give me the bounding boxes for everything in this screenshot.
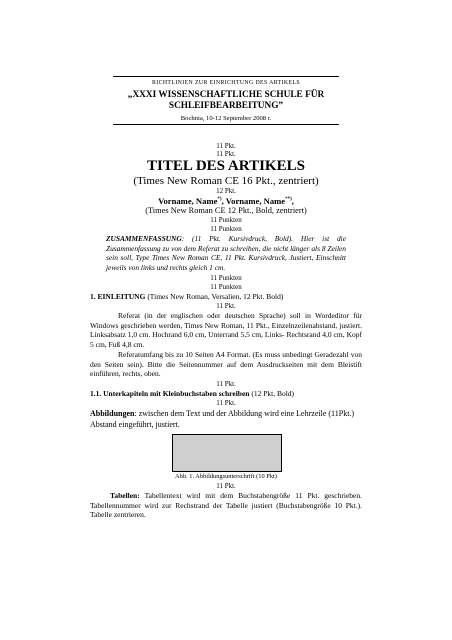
abstract-text: : (11 Pkt. Kursivdruck, Bold). Hier ist die Zusammenfassung zu von dem Referat zu schreiben, die nicht länger als 8 Zeilen sein soll, Type Times New Roman CE, 11 Pkt. Kursivdruck, Justiert, Einschnitt jeweils von links und rechts gleich 1 cm. — [106, 234, 346, 272]
abstract — [106, 234, 346, 272]
author-affiliation-mark: **) — [285, 197, 292, 202]
spacing-note: 11 Pkt. — [216, 482, 236, 490]
header-place-date: Bochnia, 10-12 September 2008 r. — [180, 115, 272, 122]
spacing-note: 11 Punkten — [210, 274, 242, 282]
spacing-note: 11 Punkten — [210, 216, 242, 224]
article-title-note: (Times New Roman CE 16 Pkt., zentriert) — [133, 175, 319, 187]
authors-line — [60, 195, 392, 206]
figure-placeholder — [172, 434, 282, 472]
author-name: Vorname, Name — [225, 195, 286, 206]
page-header — [113, 76, 339, 125]
spacing-note: 11 Punkten — [210, 283, 242, 291]
header-bottom-rule — [113, 124, 339, 125]
subsection-heading-text: 1.1. Unterkapiteln mit Kleinbuchstaben schreiben — [90, 389, 250, 398]
subsection-heading — [90, 389, 362, 399]
body-paragraph: Referat (in der englischen oder deutschen Sprache) soll in Wordeditor für Windows geschrieben werden, Times New Roman, 11 Pkt., Einzelnzeilenabstand, justiert. Linksabsatz 1,0 cm. Hochrand 6,0 cm, Unterrand 5,5 cm, Links- Rechtsrand 4,0 cm, Kopf 5 cm, Fuß 4,8 cm. — [90, 311, 362, 349]
tables-label: Tabellen: — [110, 491, 140, 500]
spacing-note: 12 Pkt. — [216, 187, 236, 195]
tables-text: Tabellentext wird mit dem Buchstabengröße 11 Pkt. geschrieben. Tabellennummer wird zur Rechstrand der Tabelle justiert (Buchstabengröße 10 Pkt.). Tabelle zentrieren. — [90, 491, 362, 520]
spacing-note: 11 Pkt. — [216, 150, 236, 158]
author-separator: , — [221, 195, 226, 206]
body-paragraph: Referatumfang bis zu 10 Seiten A4 Format. (Es muss unbedingt Geradezahl von den Seiten sein). Bitte die Seitennummer auf dem Ausdruckseiten mit dem Bleistift einführen, rechts, oben. — [90, 350, 362, 379]
figure-caption: Abb. 1. Abbildungsunterschrift (10 Pkt) — [175, 473, 277, 480]
tables-paragraph — [90, 491, 362, 520]
author-affiliation-mark: *) — [217, 197, 222, 202]
figures-paragraph — [90, 408, 362, 430]
conference-title: „XXXI WISSENSCHAFTLICHE SCHULE FÜR SCHLEIFBEARBEITUNG” — [127, 90, 325, 111]
abstract-label: ZUSAMMENFASSUNG — [106, 234, 182, 243]
section-heading-note: (Times New Roman, Versalien, 12 Pkt. Bold) — [145, 292, 284, 301]
author-name: Vorname, Name — [158, 195, 218, 206]
subsection-heading-note: (12 Pkt, Bold) — [249, 389, 295, 398]
spacing-note: 11 Pkt. — [216, 380, 236, 388]
spacing-note: 11 Pkt. — [216, 399, 236, 407]
spacing-note: 11 Pkt. — [216, 302, 236, 310]
figures-text: : zwischen dem Text und der Abbildung wird eine Lehrzeile (11Pkt.) Abstand eingeführt, justiert. — [90, 409, 355, 429]
spacing-note: 11 Pkt. — [216, 142, 236, 150]
article-title: TITEL DES ARTIKELS — [147, 158, 305, 174]
header-top-rule — [113, 76, 339, 77]
spacing-note: 11 Punkten — [210, 225, 242, 233]
authors-note: (Times New Roman CE 12 Pkt., Bold, zentriert) — [145, 206, 307, 215]
section-heading — [90, 292, 362, 302]
figures-label: Abbildungen — [90, 409, 135, 418]
header-series: RICHTLINIEN ZUR EINRICHTUNG DES ARTIKELS — [151, 80, 300, 86]
section-heading-text: 1. EINLEITUNG — [90, 292, 146, 301]
author-trailing-comma: , — [291, 195, 294, 206]
